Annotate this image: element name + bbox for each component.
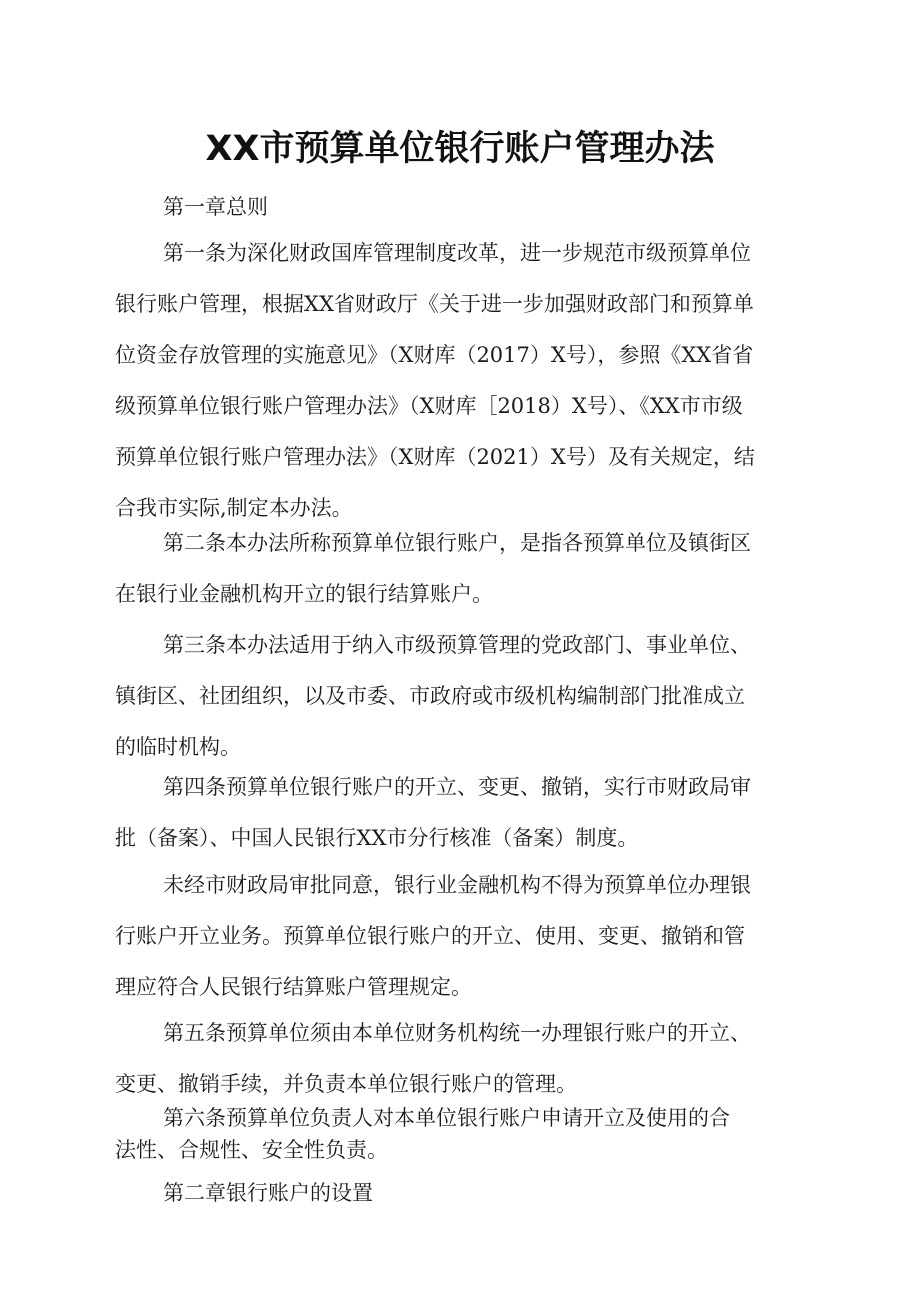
paragraph-line: 预算单位银行账户管理办法》（X财库（2021）X号）及有关规定，结	[115, 445, 755, 469]
paragraph-line: 行账户开立业务。预算单位银行账户的开立、使用、变更、撤销和管	[115, 924, 745, 948]
paragraph-line: 第三条本办法适用于纳入市级预算管理的党政部门、事业单位、	[163, 633, 751, 657]
document-title: XX市预算单位银行账户管理办法	[205, 129, 715, 169]
paragraph-line: 理应符合人民银行结算账户管理规定。	[115, 975, 472, 999]
article-3-paragraph	[115, 620, 811, 773]
article-4-paragraph	[115, 762, 811, 864]
chapter-heading-text: 第一章总则	[163, 195, 268, 219]
paragraph-line: 的临时机构。	[115, 735, 241, 759]
article-6-paragraph	[115, 1102, 811, 1166]
article-2-paragraph	[115, 518, 811, 620]
paragraph-line: 批（备案）、中国人民银行XX市分行核准（备案）制度。	[115, 826, 639, 850]
article-5-paragraph	[115, 1008, 811, 1110]
paragraph-line: 合我市实际,制定本办法。	[115, 496, 353, 520]
chapter-heading-2	[115, 1168, 811, 1219]
paragraph-line: 第二条本办法所称预算单位银行账户，是指各预算单位及镇街区	[163, 531, 751, 555]
paragraph-line: 镇街区、社团组织，以及市委、市政府或市级机构编制部门批准成立	[115, 684, 745, 708]
article-4-continuation	[115, 860, 811, 1013]
paragraph-line: 未经市财政局审批同意，银行业金融机构不得为预算单位办理银	[163, 873, 751, 897]
paragraph-line: 第一条为深化财政国库管理制度改革，进一步规范市级预算单位	[163, 241, 751, 265]
paragraph-line: 第五条预算单位须由本单位财务机构统一办理银行账户的开立、	[163, 1021, 751, 1045]
paragraph-line: 第六条预算单位负责人对本单位银行账户申请开立及使用的合	[163, 1106, 730, 1130]
paragraph-line: 变更、撤销手续，并负责本单位银行账户的管理。	[115, 1072, 577, 1096]
chapter-heading-text: 第二章银行账户的设置	[163, 1181, 373, 1205]
paragraph-line: 级预算单位银行账户管理办法》（X财库［2018）X号）、《XX市市级	[115, 394, 743, 418]
chapter-heading-1	[115, 182, 811, 233]
article-1-paragraph	[115, 228, 811, 534]
paragraph-line: 在银行业金融机构开立的银行结算账户。	[115, 582, 493, 606]
paragraph-line: 第四条预算单位银行账户的开立、变更、撤销，实行市财政局审	[163, 775, 751, 799]
paragraph-line: 银行账户管理，根据XX省财政厅《关于进一步加强财政部门和预算单	[115, 292, 754, 316]
paragraph-line: 法性、合规性、安全性负责。	[115, 1138, 388, 1162]
paragraph-line: 位资金存放管理的实施意见》（X财库（2017）X号），参照《XX省省	[115, 343, 754, 367]
